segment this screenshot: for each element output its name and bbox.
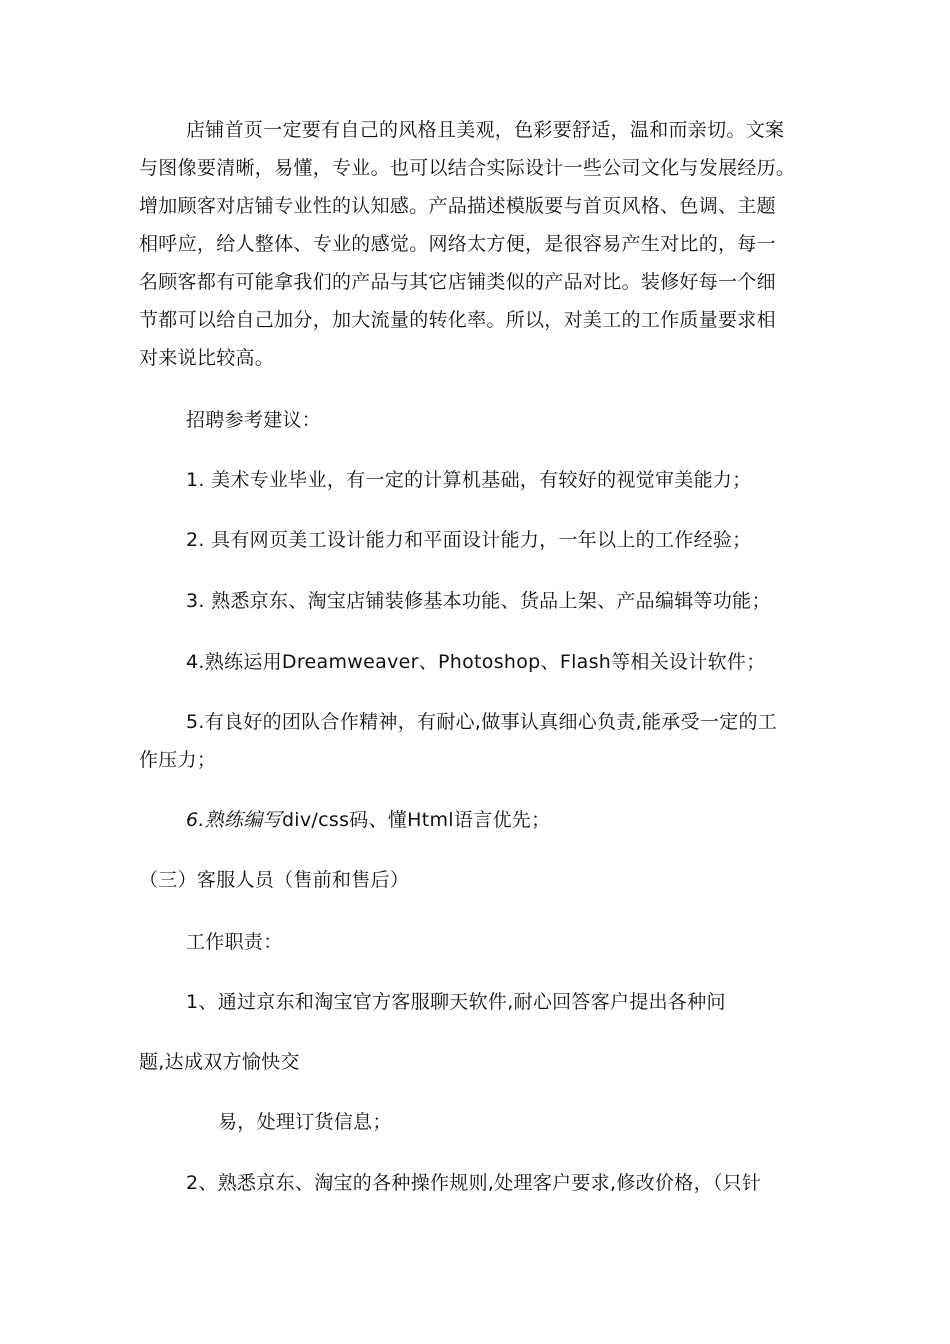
intro-line-6: 节都可以给自己加分，加大流量的转化率。所以，对美工的工作质量要求相 — [139, 309, 776, 331]
requirement-1: 1. 美术专业毕业，有一定的计算机基础，有较好的视觉审美能力； — [186, 469, 752, 491]
duty-1-cont-2: 易，处理订货信息； — [218, 1111, 392, 1133]
intro-line-3: 增加顾客对店铺专业性的认知感。产品描述模版要与首页风格、色调、主题 — [139, 195, 776, 217]
section-3-title: （三）客服人员（售前和售后） — [139, 869, 410, 891]
requirement-5: 5.有良好的团队合作精神，有耐心,做事认真细心负责,能承受一定的工 — [186, 711, 778, 733]
requirement-4: 4.熟练运用Dreamweaver、Photoshop、Flash等相关设计软件； — [186, 651, 766, 673]
duties-heading: 工作职责： — [186, 931, 283, 953]
requirement-2: 2. 具有网页美工设计能力和平面设计能力，一年以上的工作经验； — [186, 529, 752, 551]
requirement-3: 3. 熟悉京东、淘宝店铺装修基本功能、货品上架、产品编辑等功能； — [186, 590, 771, 612]
duty-2: 2、熟悉京东、淘宝的各种操作规则,处理客户要求,修改价格，（只针 — [186, 1172, 762, 1194]
intro-line-7: 对来说比较高。 — [139, 347, 275, 369]
requirement-5-cont: 作压力； — [139, 749, 217, 771]
intro-line-1: 店铺首页一定要有自己的风格且美观，色彩要舒适，温和而亲切。文案 — [186, 119, 785, 141]
recruit-heading: 招聘参考建议： — [186, 409, 322, 431]
requirement-6-italic: 6.熟练编写 — [186, 809, 282, 831]
duty-1: 1、通过京东和淘宝官方客服聊天软件,耐心回答客户提出各种问 — [186, 991, 726, 1013]
intro-line-4: 相呼应，给人整体、专业的感觉。网络太方便，是很容易产生对比的，每一 — [139, 233, 776, 255]
duty-1-cont-1: 题,达成双方愉快交 — [139, 1051, 300, 1073]
requirement-6-rest: div/css码、懂Html语言优先； — [281, 809, 551, 831]
intro-line-5: 名顾客都有可能拿我们的产品与其它店铺类似的产品对比。装修好每一个细 — [139, 271, 776, 293]
requirement-6 — [186, 807, 550, 833]
intro-line-2: 与图像要清晰，易懂，专业。也可以结合实际设计一些公司文化与发展经历。 — [139, 157, 796, 179]
